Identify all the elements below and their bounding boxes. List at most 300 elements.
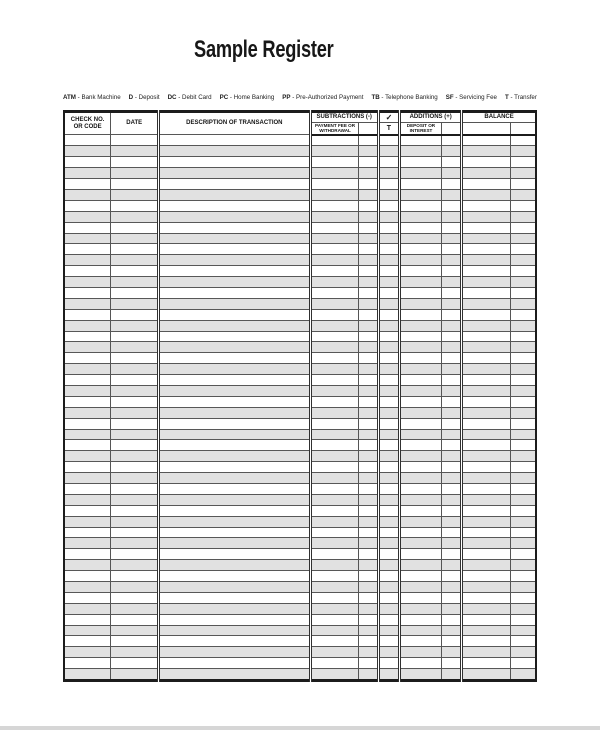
register-cell [378, 494, 399, 505]
register-cell [64, 157, 111, 168]
register-cell [359, 429, 378, 440]
register-cell [111, 342, 159, 353]
register-row [64, 189, 536, 200]
register-cell [359, 200, 378, 211]
register-cell [441, 331, 461, 342]
register-cell [378, 560, 399, 571]
register-cell [159, 647, 311, 658]
register-row [64, 603, 536, 614]
register-cell [510, 451, 536, 462]
register-cell [441, 222, 461, 233]
register-cell [111, 331, 159, 342]
register-cell [378, 277, 399, 288]
register-cell [378, 516, 399, 527]
register-cell [441, 669, 461, 681]
register-row [64, 494, 536, 505]
register-cell [64, 462, 111, 473]
register-cell [111, 266, 159, 277]
legend-code: PC [219, 94, 229, 101]
register-cell [400, 560, 442, 571]
register-cell [378, 549, 399, 560]
register-cell [359, 505, 378, 516]
register-cell [359, 669, 378, 681]
register-cell [310, 505, 359, 516]
register-cell [510, 342, 536, 353]
register-cell [441, 571, 461, 582]
register-cell [378, 625, 399, 636]
register-row [64, 484, 536, 495]
register-cell [378, 342, 399, 353]
subheader-additions-detail: DEPOSIT OR INTEREST [400, 123, 442, 135]
register-cell [400, 233, 442, 244]
register-cell [111, 614, 159, 625]
register-cell [462, 473, 511, 484]
register-cell [359, 592, 378, 603]
register-cell [510, 320, 536, 331]
legend [63, 94, 537, 101]
register-cell [111, 396, 159, 407]
register-cell [111, 418, 159, 429]
register-cell [64, 146, 111, 157]
register-row [64, 571, 536, 582]
register-cell [400, 647, 442, 658]
register-cell [310, 440, 359, 451]
register-cell [441, 255, 461, 266]
register-cell [462, 571, 511, 582]
register-cell [111, 364, 159, 375]
register-cell [64, 494, 111, 505]
register-cell [310, 614, 359, 625]
register-cell [462, 451, 511, 462]
register-cell [359, 614, 378, 625]
register-row [64, 157, 536, 168]
register-cell [378, 200, 399, 211]
register-cell [441, 451, 461, 462]
register-cell [111, 560, 159, 571]
register-cell [378, 658, 399, 669]
register-cell [111, 168, 159, 179]
register-cell [310, 516, 359, 527]
register-row [64, 527, 536, 538]
register-cell [159, 255, 311, 266]
register-cell [64, 603, 111, 614]
register-cell [359, 560, 378, 571]
register-cell [378, 669, 399, 681]
column-header-subtractions: SUBTRACTIONS (-) [310, 112, 378, 123]
register-row [64, 266, 536, 277]
register-cell [378, 407, 399, 418]
register-cell [378, 364, 399, 375]
register-cell [159, 505, 311, 516]
register-cell [310, 571, 359, 582]
register-cell [378, 255, 399, 266]
register-cell [400, 168, 442, 179]
register-cell [359, 473, 378, 484]
subheader-balance-main [462, 123, 511, 135]
register-row [64, 669, 536, 681]
register-cell [441, 549, 461, 560]
register-cell [64, 298, 111, 309]
register-cell [159, 353, 311, 364]
register-cell [310, 582, 359, 593]
register-cell [462, 189, 511, 200]
register-cell [64, 266, 111, 277]
register-cell [64, 331, 111, 342]
register-cell [64, 647, 111, 658]
register-cell [111, 189, 159, 200]
register-cell [400, 440, 442, 451]
register-cell [400, 549, 442, 560]
register-cell [64, 244, 111, 255]
register-cell [441, 364, 461, 375]
register-cell [64, 189, 111, 200]
register-cell [400, 473, 442, 484]
register-cell [310, 320, 359, 331]
register-cell [400, 309, 442, 320]
register-cell [64, 538, 111, 549]
register-cell [64, 353, 111, 364]
register-cell [111, 429, 159, 440]
register-cell [400, 179, 442, 190]
register-cell [359, 222, 378, 233]
register-cell [111, 375, 159, 386]
register-cell [441, 385, 461, 396]
register-row [64, 364, 536, 375]
register-cell [441, 233, 461, 244]
register-cell [159, 538, 311, 549]
register-cell [64, 505, 111, 516]
register-cell [441, 200, 461, 211]
register-cell [378, 614, 399, 625]
register-cell [441, 625, 461, 636]
register-cell [400, 342, 442, 353]
register-cell [400, 266, 442, 277]
register-cell [64, 233, 111, 244]
register-cell [510, 157, 536, 168]
register-cell [359, 418, 378, 429]
register-cell [310, 527, 359, 538]
register-cell [359, 603, 378, 614]
register-cell [378, 331, 399, 342]
register-table-head [64, 112, 536, 135]
register-cell [159, 168, 311, 179]
register-cell [159, 625, 311, 636]
register-cell [441, 494, 461, 505]
register-cell [111, 244, 159, 255]
register-cell [111, 571, 159, 582]
register-cell [441, 157, 461, 168]
register-cell [510, 625, 536, 636]
register-cell [64, 135, 111, 146]
register-cell [310, 364, 359, 375]
register-row [64, 592, 536, 603]
register-cell [159, 418, 311, 429]
register-cell [310, 200, 359, 211]
register-cell [441, 462, 461, 473]
register-cell [310, 233, 359, 244]
register-cell [400, 244, 442, 255]
register-cell [441, 484, 461, 495]
register-table-body [64, 135, 536, 681]
register-cell [310, 473, 359, 484]
register-cell [310, 168, 359, 179]
register-cell [111, 636, 159, 647]
register-cell [441, 396, 461, 407]
register-cell [378, 451, 399, 462]
register-cell [378, 375, 399, 386]
register-cell [359, 527, 378, 538]
register-cell [111, 582, 159, 593]
register-cell [159, 157, 311, 168]
register-cell [159, 494, 311, 505]
register-cell [510, 211, 536, 222]
register-cell [310, 189, 359, 200]
register-cell [159, 320, 311, 331]
register-cell [400, 494, 442, 505]
register-cell [111, 255, 159, 266]
register-cell [64, 549, 111, 560]
register-cell [510, 484, 536, 495]
register-cell [159, 462, 311, 473]
register-cell [64, 255, 111, 266]
register-row [64, 614, 536, 625]
register-cell [441, 560, 461, 571]
register-table [63, 110, 537, 682]
register-row [64, 200, 536, 211]
register-cell [310, 135, 359, 146]
register-cell [111, 407, 159, 418]
register-cell [378, 484, 399, 495]
register-cell [462, 484, 511, 495]
register-cell [462, 353, 511, 364]
register-cell [378, 440, 399, 451]
register-cell [310, 636, 359, 647]
register-cell [378, 211, 399, 222]
register-cell [64, 429, 111, 440]
legend-code: T [504, 94, 509, 101]
register-cell [359, 189, 378, 200]
register-cell [111, 320, 159, 331]
register-cell [400, 353, 442, 364]
register-cell [510, 375, 536, 386]
register-cell [462, 287, 511, 298]
register-cell [462, 146, 511, 157]
register-cell [510, 200, 536, 211]
register-cell [159, 451, 311, 462]
register-cell [378, 244, 399, 255]
register-cell [159, 233, 311, 244]
register-cell [359, 658, 378, 669]
register-cell [159, 473, 311, 484]
register-cell [159, 331, 311, 342]
register-row [64, 516, 536, 527]
register-cell [111, 669, 159, 681]
register-row [64, 647, 536, 658]
register-cell [378, 647, 399, 658]
register-cell [64, 527, 111, 538]
register-cell [400, 527, 442, 538]
register-cell [111, 658, 159, 669]
register-cell [159, 429, 311, 440]
register-cell [111, 222, 159, 233]
register-cell [378, 429, 399, 440]
register-cell [462, 222, 511, 233]
register-cell [462, 538, 511, 549]
register-cell [359, 396, 378, 407]
register-cell [378, 320, 399, 331]
register-cell [441, 266, 461, 277]
register-cell [378, 538, 399, 549]
register-cell [159, 396, 311, 407]
register-cell [111, 451, 159, 462]
register-row [64, 440, 536, 451]
register-cell [159, 189, 311, 200]
register-row [64, 582, 536, 593]
register-cell [378, 385, 399, 396]
register-cell [378, 266, 399, 277]
register-cell [159, 364, 311, 375]
register-cell [462, 331, 511, 342]
register-cell [64, 211, 111, 222]
register-row [64, 396, 536, 407]
register-cell [510, 647, 536, 658]
register-cell [64, 396, 111, 407]
register-cell [378, 396, 399, 407]
register-cell [378, 146, 399, 157]
register-cell [378, 309, 399, 320]
register-cell [462, 135, 511, 146]
register-cell [400, 157, 442, 168]
register-cell [462, 549, 511, 560]
register-cell [462, 462, 511, 473]
register-cell [441, 603, 461, 614]
register-cell [441, 429, 461, 440]
register-cell [462, 505, 511, 516]
register-cell [310, 407, 359, 418]
register-cell [378, 353, 399, 364]
register-cell [462, 364, 511, 375]
register-cell [359, 549, 378, 560]
register-cell [441, 538, 461, 549]
register-cell [159, 484, 311, 495]
register-cell [400, 603, 442, 614]
register-cell [462, 320, 511, 331]
register-cell [64, 277, 111, 288]
register-cell [111, 538, 159, 549]
register-cell [111, 462, 159, 473]
register-cell [359, 636, 378, 647]
register-cell [400, 636, 442, 647]
register-cell [310, 549, 359, 560]
register-cell [510, 396, 536, 407]
register-cell [378, 233, 399, 244]
register-cell [159, 407, 311, 418]
register-cell [310, 669, 359, 681]
register-cell [159, 298, 311, 309]
register-cell [359, 135, 378, 146]
register-cell [378, 222, 399, 233]
register-cell [310, 244, 359, 255]
register-cell [359, 244, 378, 255]
register-cell [159, 560, 311, 571]
register-cell [159, 658, 311, 669]
register-cell [64, 385, 111, 396]
register-cell [378, 527, 399, 538]
register-cell [359, 309, 378, 320]
register-cell [510, 353, 536, 364]
register-cell [378, 298, 399, 309]
register-cell [359, 375, 378, 386]
register-cell [400, 146, 442, 157]
legend-item: PC - Home Banking [219, 94, 275, 101]
register-cell [400, 418, 442, 429]
register-cell [462, 592, 511, 603]
register-row [64, 549, 536, 560]
register-cell [400, 582, 442, 593]
register-cell [510, 385, 536, 396]
register-cell [378, 287, 399, 298]
register-row [64, 179, 536, 190]
register-cell [359, 582, 378, 593]
register-cell [111, 200, 159, 211]
register-cell [64, 179, 111, 190]
register-cell [378, 473, 399, 484]
register-cell [310, 266, 359, 277]
register-cell [441, 505, 461, 516]
register-cell [510, 527, 536, 538]
register-cell [510, 669, 536, 681]
register-row [64, 146, 536, 157]
register-cell [400, 287, 442, 298]
register-cell [462, 266, 511, 277]
register-cell [64, 287, 111, 298]
register-cell [159, 440, 311, 451]
legend-code: ATM [63, 94, 76, 101]
register-cell [378, 603, 399, 614]
register-cell [441, 592, 461, 603]
checkmark-icon: ✓ [385, 112, 393, 122]
register-cell [378, 418, 399, 429]
register-cell [111, 505, 159, 516]
register-cell [441, 353, 461, 364]
register-cell [310, 462, 359, 473]
register-cell [310, 146, 359, 157]
register-cell [510, 516, 536, 527]
legend-code: DC [167, 94, 177, 101]
register-cell [510, 244, 536, 255]
register-cell [510, 364, 536, 375]
register-cell [159, 375, 311, 386]
register-cell [462, 494, 511, 505]
register-cell [159, 636, 311, 647]
register-cell [400, 255, 442, 266]
register-cell [111, 135, 159, 146]
register-cell [441, 211, 461, 222]
register-cell [510, 636, 536, 647]
register-cell [441, 516, 461, 527]
register-cell [359, 211, 378, 222]
register-cell [400, 211, 442, 222]
register-cell [159, 669, 311, 681]
register-cell [462, 342, 511, 353]
register-cell [359, 494, 378, 505]
register-cell [64, 473, 111, 484]
register-cell [400, 484, 442, 495]
register-cell [400, 614, 442, 625]
register-cell [111, 211, 159, 222]
register-cell [462, 277, 511, 288]
register-cell [441, 440, 461, 451]
